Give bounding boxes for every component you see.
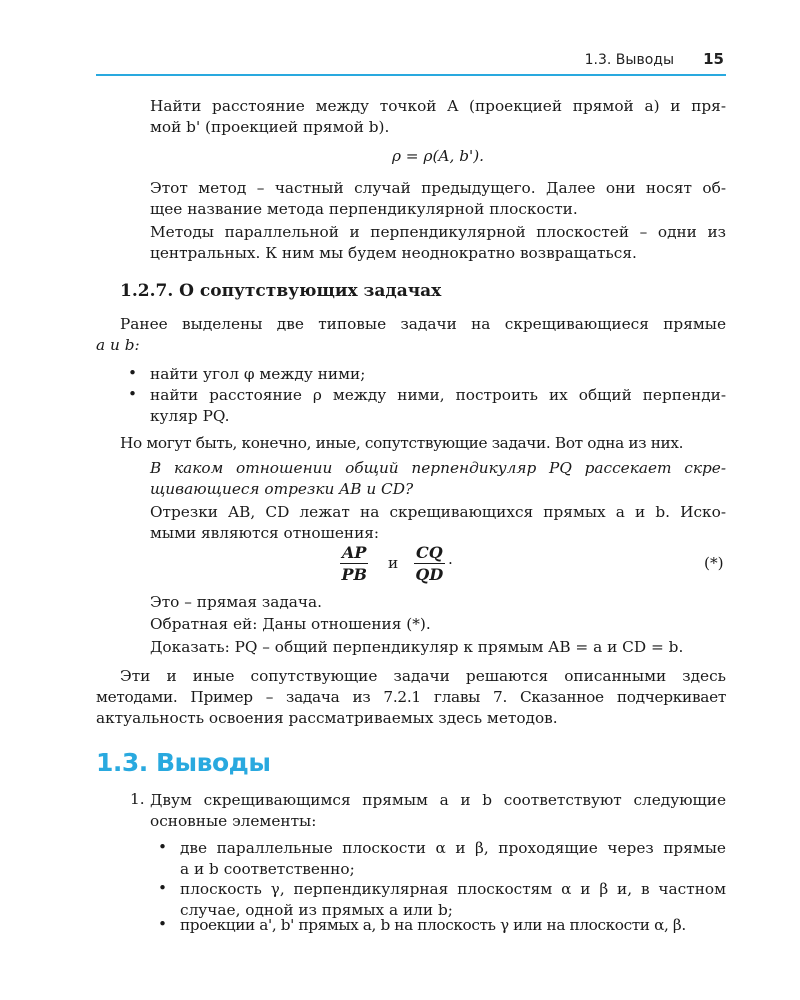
header-section-title: 1.3. Выводы xyxy=(584,52,674,68)
task-item-distance-line-1: найти расстояние ρ между ними, построить их общий перпенди- xyxy=(150,386,726,404)
sub-p2: Но могут быть, конечно, иные, сопутствующие задачи. Вот одна из них. xyxy=(120,434,684,452)
intro-line-1: Найти расстояние между точкой A (проекцией прямой a) и пря- xyxy=(150,97,726,115)
item1-line-1: Двум скрещивающимся прямым a и b соответствуют следующие xyxy=(150,791,726,809)
bullet-icon: • xyxy=(158,879,168,897)
equation-tag: (*) xyxy=(704,554,724,572)
ratio-period: . xyxy=(448,550,453,568)
sub-p7-line-2: методами. Пример – задача из 7.2.1 главы 7. Сказанное подчеркивает xyxy=(96,688,726,706)
ratio-2-denominator: QD xyxy=(415,565,444,584)
intro-line-2: мой b' (проекцией прямой b). xyxy=(150,118,390,136)
ratio-conjunction: и xyxy=(388,554,399,572)
direct-problem-text: Это – прямая задача. xyxy=(150,593,323,611)
bullet-icon: • xyxy=(128,364,138,382)
prove-statement: Доказать: PQ – общий перпендикуляр к прямым AB = a и CD = b. xyxy=(150,638,684,656)
distance-formula: ρ = ρ(A, b'). xyxy=(391,147,485,165)
ratio-ap-pb xyxy=(340,543,368,584)
task-item-distance-line-2: куляр PQ. xyxy=(150,407,230,425)
section-heading: 1.3. Выводы xyxy=(96,748,271,777)
sub-p3-line-1: Отрезки AB, CD лежат на скрещивающихся прямых a и b. Иско- xyxy=(150,503,726,521)
sub-p7-line-1: Эти и иные сопутствующие задачи решаются описанными здесь xyxy=(120,667,726,685)
sub-p7-line-3: актуальность освоения рассматриваемых здесь методов. xyxy=(96,709,558,727)
ratio-2-numerator: CQ xyxy=(416,543,443,562)
item-number: 1. xyxy=(130,790,145,808)
sub-item3: проекции a', b' прямых a, b на плоскость γ или на плоскости α, β. xyxy=(180,916,686,934)
intro-p2-line-2: щее название метода перпендикулярной плоскости. xyxy=(150,200,578,218)
ratio-cq-qd xyxy=(414,543,445,584)
running-header xyxy=(96,50,726,76)
intro-p3-line-1: Методы параллельной и перпендикулярной плоскостей – одни из xyxy=(150,223,726,241)
sub-item1-line-1: две параллельные плоскости α и β, проходящие через прямые xyxy=(180,839,726,857)
question-line-1: В каком отношении общий перпендикуляр PQ рассекает скре- xyxy=(150,459,726,477)
ratio-1-denominator: PB xyxy=(341,565,367,584)
sub-p3-line-2: мыми являются отношения: xyxy=(150,524,380,542)
intro-p2-line-1: Этот метод – частный случай предыдущего. Далее они носят об- xyxy=(150,179,726,197)
sub-p1-line-1: Ранее выделены две типовые задачи на скрещивающиеся прямые xyxy=(120,315,726,333)
inverse-problem-text: Обратная ей: Даны отношения (*). xyxy=(150,615,431,633)
question-line-2: щивающиеся отрезки AB и CD? xyxy=(150,480,414,498)
subsection-heading: 1.2.7. О сопутствующих задачах xyxy=(120,281,442,301)
bullet-icon: • xyxy=(158,915,168,933)
bullet-icon: • xyxy=(158,838,168,856)
item1-line-2: основные элементы: xyxy=(150,812,317,830)
page-number: 15 xyxy=(703,50,724,68)
sub-p1-line-2: a и b: xyxy=(96,336,140,354)
intro-p3-line-2: центральных. К ним мы будем неоднократно возвращаться. xyxy=(150,244,637,262)
sub-item2-line-1: плоскость γ, перпендикулярная плоскостям α и β и, в частном xyxy=(180,880,726,898)
bullet-icon: • xyxy=(128,385,138,403)
sub-item1-line-2: a и b соответственно; xyxy=(180,860,355,878)
ratio-1-numerator: AP xyxy=(342,543,367,562)
task-item-angle: найти угол φ между ними; xyxy=(150,365,366,383)
sub-item2-line-2: случае, одной из прямых a или b; xyxy=(180,901,453,919)
